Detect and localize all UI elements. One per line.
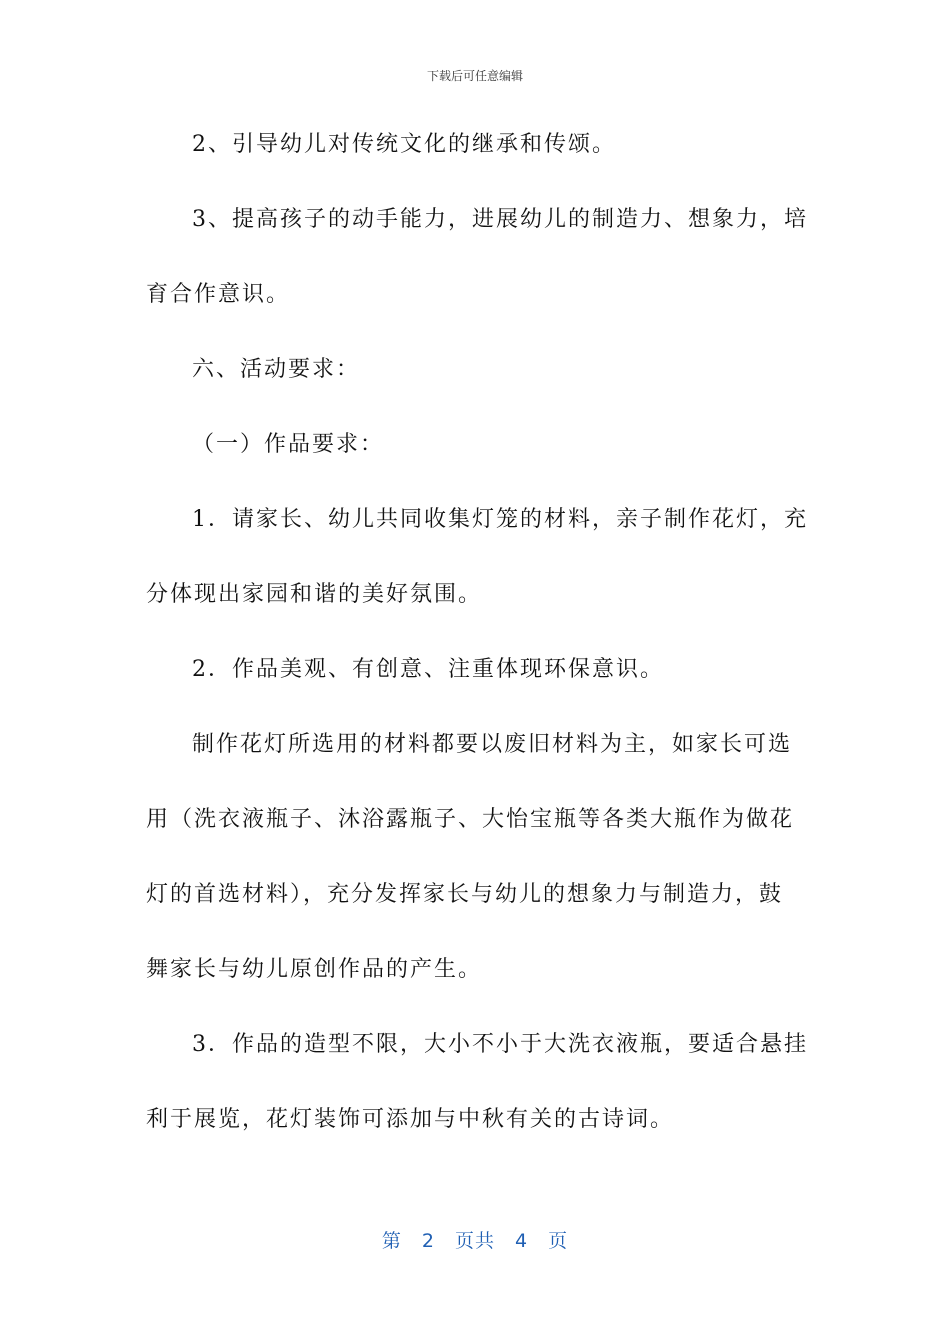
- current-page-number: 2: [421, 1230, 435, 1252]
- paragraph-line: 制作花灯所选用的材料都要以废旧材料为主，如家长可选: [192, 732, 793, 757]
- paragraph-line: 用（洗衣液瓶子、沐浴露瓶子、大怡宝瓶等各类大瓶作为做花: [146, 807, 795, 832]
- paragraph-line: 2、引导幼儿对传统文化的继承和传颂。: [192, 132, 616, 157]
- footer-middle: 页共: [454, 1230, 495, 1252]
- paragraph-line: 1．请家长、幼儿共同收集灯笼的材料，亲子制作花灯，充: [192, 507, 808, 532]
- section-heading: 六、活动要求：: [192, 357, 361, 382]
- paragraph-line: 灯的首选材料），充分发挥家长与幼儿的想象力与制造力，鼓: [146, 882, 784, 907]
- paragraph-line: 利于展览，花灯装饰可添加与中秋有关的古诗词。: [146, 1107, 675, 1132]
- paragraph-line: 3、提高孩子的动手能力，进展幼儿的制造力、想象力，培: [192, 207, 808, 232]
- subsection-heading: （一）作品要求：: [192, 432, 385, 457]
- paragraph-line: 舞家长与幼儿原创作品的产生。: [146, 957, 483, 982]
- footer-prefix: 第: [381, 1230, 402, 1252]
- paragraph-line: 育合作意识。: [146, 282, 291, 307]
- total-page-number: 4: [515, 1230, 529, 1252]
- page-footer: [0, 1226, 950, 1253]
- paragraph-line: 3．作品的造型不限，大小不小于大洗衣液瓶，要适合悬挂: [192, 1032, 808, 1057]
- paragraph-line: 2．作品美观、有创意、注重体现环保意识。: [192, 657, 664, 682]
- paragraph-line: 分体现出家园和谐的美好氛围。: [146, 582, 483, 607]
- footer-suffix: 页: [548, 1230, 569, 1252]
- page-header: 下载后可任意编辑: [426, 69, 523, 83]
